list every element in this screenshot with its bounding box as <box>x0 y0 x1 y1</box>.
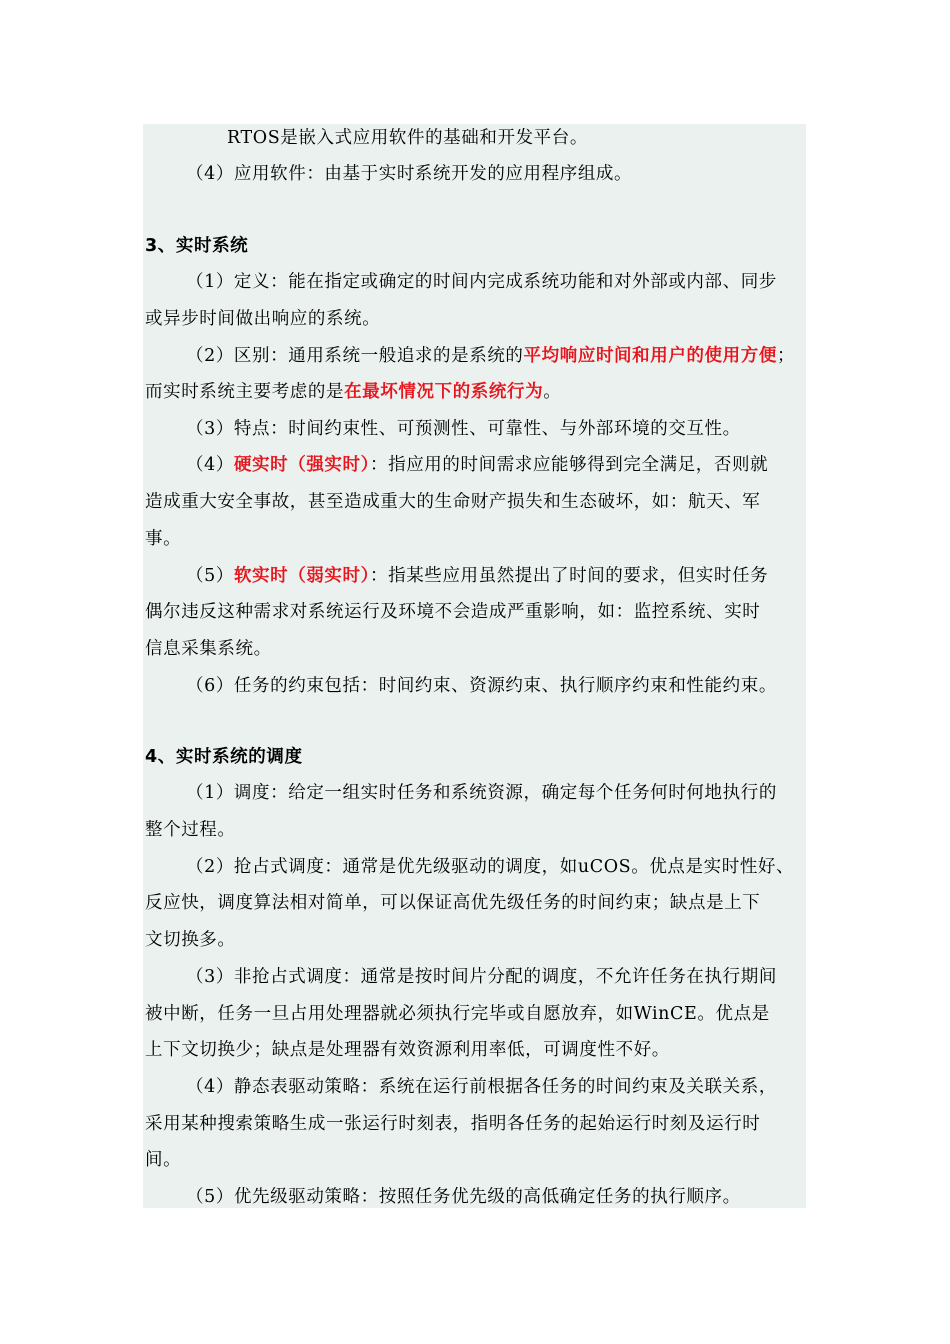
section-3-heading: 3、实时系统 <box>145 236 249 256</box>
hard-realtime-line-1 <box>186 454 768 476</box>
scheduling-4-line-1: （4）静态表驱动策略：系统在运行前根据各任务的时间约束及关联关系， <box>186 1077 777 1097</box>
difference-line-2 <box>145 381 561 403</box>
scheduling-3-line-2: 被中断，任务一旦占用处理器就必须执行完毕或自愿放弃，如WinCE。优点是 <box>145 1004 770 1024</box>
scheduling-3-line-1: （3）非抢占式调度：通常是按时间片分配的调度，不允许任务在执行期间 <box>186 967 777 987</box>
section-4-heading: 4、实时系统的调度 <box>145 747 303 767</box>
scheduling-1-line-1: （1）调度：给定一组实时任务和系统资源，确定每个任务何时何地执行的 <box>186 783 777 803</box>
scheduling-4-line-3: 间。 <box>145 1150 182 1170</box>
hard-realtime-line-2: 造成重大安全事故，甚至造成重大的生命财产损失和生态破坏，如：航天、军 <box>145 492 761 512</box>
definition-line-1: （1）定义：能在指定或确定的时间内完成系统功能和对外部或内部、同步 <box>186 272 777 292</box>
soft-realtime-term: 软实时（弱实时） <box>233 566 370 586</box>
definition-line-2: 或异步时间做出响应的系统。 <box>145 309 381 329</box>
soft-realtime-line-2: 偶尔违反这种需求对系统运行及环境不会造成严重影响，如：监控系统、实时 <box>145 602 761 622</box>
difference-text-2: 而实时系统主要考虑的是 <box>145 382 345 402</box>
constraint-line: （6）任务的约束包括：时间约束、资源约束、执行顺序约束和性能约束。 <box>186 676 777 696</box>
features-line: （3）特点：时间约束性、可预测性、可靠性、与外部环境的交互性。 <box>186 419 741 439</box>
paragraph-rtos: RTOS是嵌入式应用软件的基础和开发平台。 <box>227 128 588 148</box>
soft-realtime-line-3: 信息采集系统。 <box>145 639 272 659</box>
difference-highlight-2: 在最坏情况下的系统行为 <box>344 382 544 402</box>
scheduling-2-line-1: （2）抢占式调度：通常是优先级驱动的调度，如uCOS。优点是实时性好、 <box>186 857 795 877</box>
soft-realtime-number: （5） <box>186 566 234 586</box>
difference-text: （2）区别：通用系统一般追求的是系统的 <box>186 346 524 366</box>
difference-line-1 <box>186 345 795 367</box>
hard-realtime-term: 硬实时（强实时） <box>233 455 370 475</box>
hard-realtime-text: ：指应用的时间需求应能够得到完全满足，否则就 <box>370 455 769 475</box>
scheduling-2-line-2: 反应快，调度算法相对简单，可以保证高优先级任务的时间约束；缺点是上下 <box>145 893 761 913</box>
scheduling-3-line-3: 上下文切换少；缺点是处理器有效资源利用率低，可调度性不好。 <box>145 1040 670 1060</box>
scheduling-5-line-1: （5）优先级驱动策略：按照任务优先级的高低确定任务的执行顺序。 <box>186 1187 741 1207</box>
soft-realtime-line-1 <box>186 565 768 587</box>
hard-realtime-number: （4） <box>186 455 234 475</box>
difference-highlight-1: 平均响应时间和用户的使用方便 <box>523 346 777 366</box>
scheduling-1-line-2: 整个过程。 <box>145 820 236 840</box>
scheduling-4-line-2: 采用某种搜索策略生成一张运行时刻表，指明各任务的起始运行时刻及运行时 <box>145 1114 761 1134</box>
hard-realtime-line-3: 事。 <box>145 529 182 549</box>
soft-realtime-text: ：指某些应用虽然提出了时间的要求，但实时任务 <box>370 566 769 586</box>
difference-punct: ； <box>776 346 796 366</box>
scheduling-2-line-3: 文切换多。 <box>145 930 236 950</box>
difference-punct-2: 。 <box>543 382 562 402</box>
paragraph-app-software: （4）应用软件：由基于实时系统开发的应用程序组成。 <box>186 164 633 184</box>
